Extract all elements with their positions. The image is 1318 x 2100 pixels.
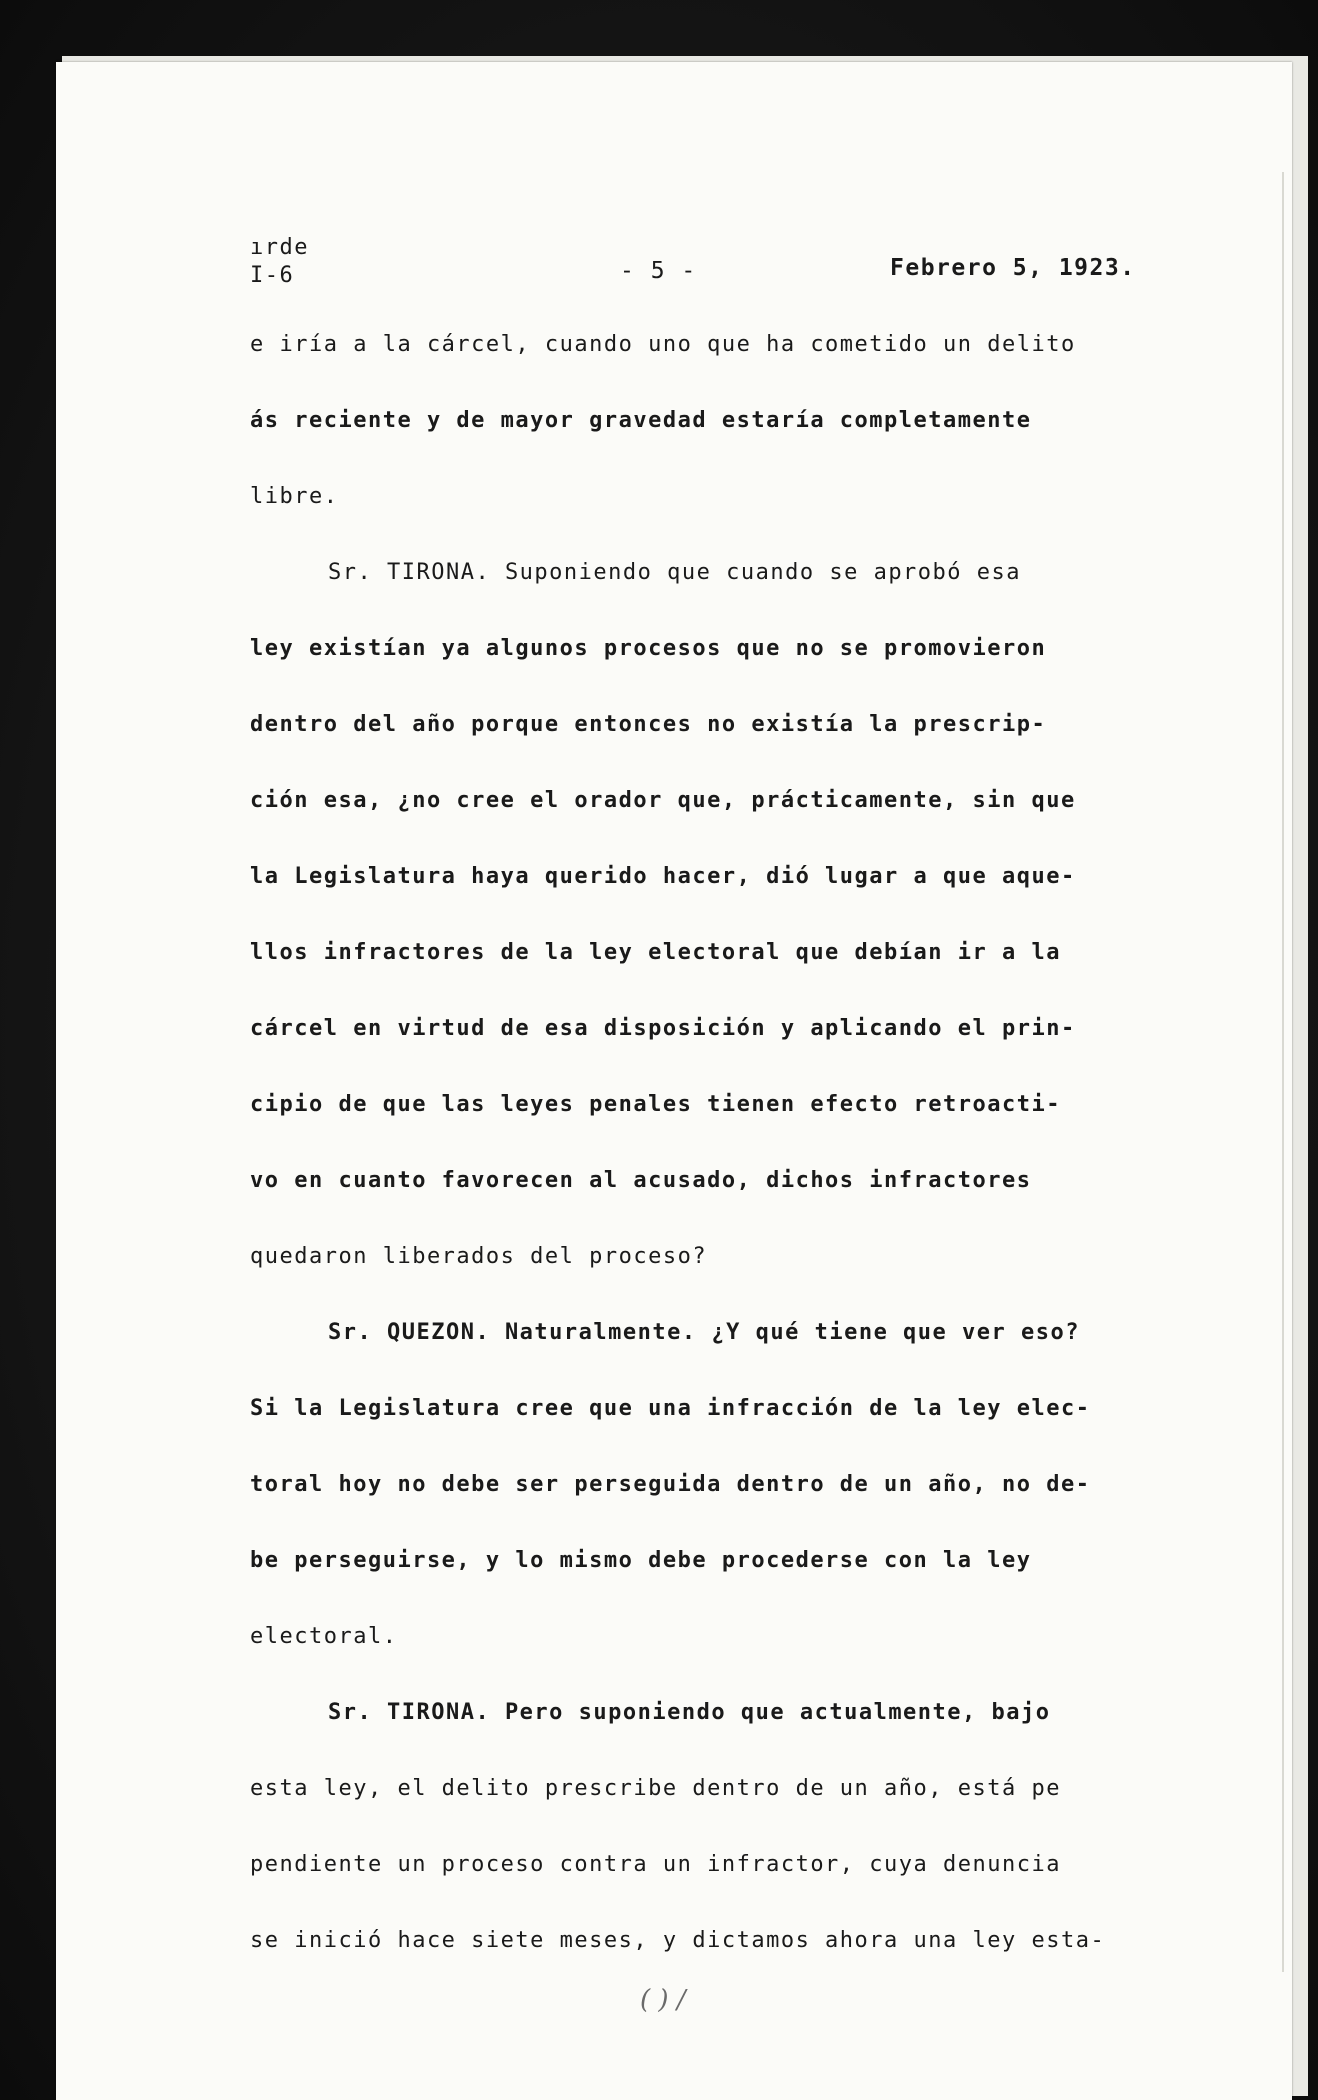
document-reference	[250, 234, 309, 290]
text-line: dentro del año porque entonces no existía la prescrip-	[250, 712, 1047, 737]
text-line: se inició hace siete meses, y dictamos ahora una ley esta-	[250, 1928, 1106, 1953]
text-line: libre.	[250, 484, 339, 509]
text-line: toral hoy no debe ser perseguida dentro de un año, no de-	[250, 1472, 1091, 1497]
document-date: Febrero 5, 1923.	[890, 255, 1136, 281]
text-line: be perseguirse, y lo mismo debe procederse con la ley	[250, 1548, 1032, 1573]
text-line: e iría a la cárcel, cuando uno que ha cometido un delito	[250, 332, 1076, 357]
text-line: vo en cuanto favorecen al acusado, dichos infractores	[250, 1168, 1032, 1193]
speaker-line: Sr. QUEZON. Naturalmente. ¿Y qué tiene que ver eso?	[328, 1320, 1081, 1345]
text-line: cárcel en virtud de esa disposición y aplicando el prin-	[250, 1016, 1076, 1041]
text-line: la Legislatura haya querido hacer, dió lugar a que aque-	[250, 864, 1076, 889]
reference-line-2: I-6	[250, 263, 295, 288]
page-number: - 5 -	[620, 258, 697, 284]
text-line: pendiente un proceso contra un infractor, cuya denuncia	[250, 1852, 1061, 1877]
handwritten-mark: ( ) /	[640, 1985, 686, 2015]
text-line: cipio de que las leyes penales tienen efecto retroacti-	[250, 1092, 1061, 1117]
text-line: electoral.	[250, 1624, 398, 1649]
text-line: llos infractores de la ley electoral que debían ir a la	[250, 940, 1061, 965]
text-line: esta ley, el delito prescribe dentro de un año, está pe	[250, 1776, 1061, 1801]
speaker-line: Sr. TIRONA. Suponiendo que cuando se aprobó esa	[328, 560, 1022, 585]
text-line: ley existían ya algunos procesos que no se promovieron	[250, 636, 1047, 661]
text-line: quedaron liberados del proceso?	[250, 1244, 708, 1269]
text-line: ás reciente y de mayor gravedad estaría completamente	[250, 408, 1032, 433]
text-line: Si la Legislatura cree que una infracción de la ley elec-	[250, 1396, 1091, 1421]
speaker-line: Sr. TIRONA. Pero suponiendo que actualmente, bajo	[328, 1700, 1051, 1725]
reference-line-1: ırde	[250, 235, 309, 260]
page-fold-edge	[1282, 172, 1284, 1972]
transcript-body	[250, 330, 1150, 2002]
text-line: ción esa, ¿no cree el orador que, prácticamente, sin que	[250, 788, 1076, 813]
